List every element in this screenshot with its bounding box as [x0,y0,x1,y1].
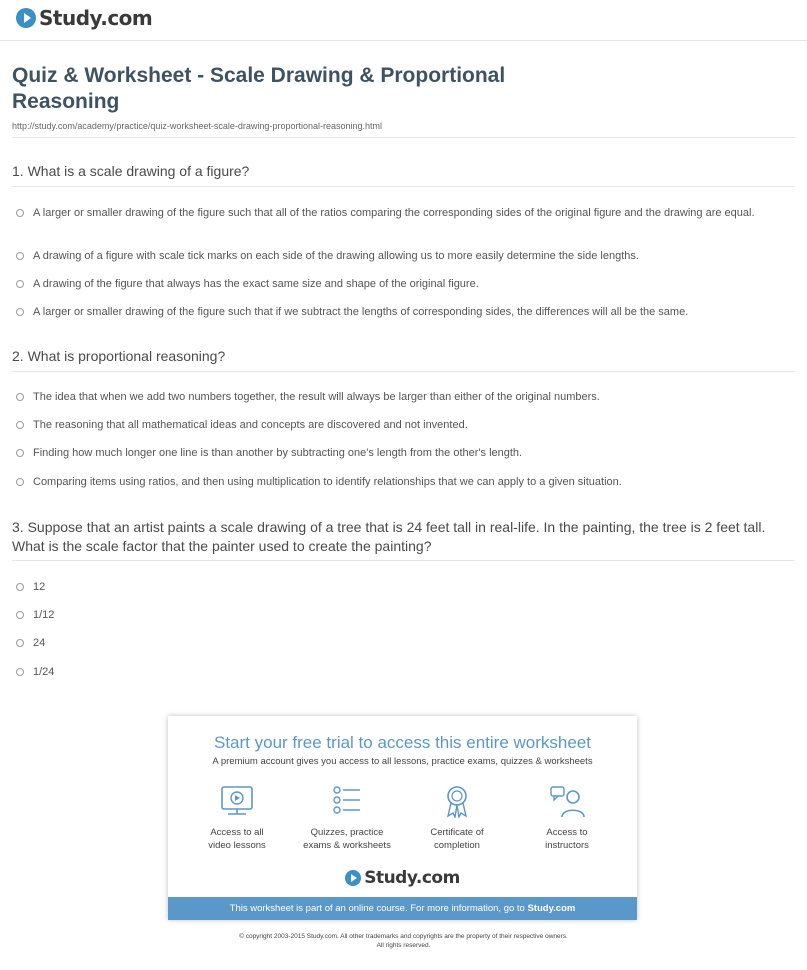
answer-option[interactable] [16,580,786,594]
question-1: 1. What is a scale drawing of a figure? [12,163,250,179]
question-divider [12,560,795,561]
rights-line: All rights reserved. [376,942,431,949]
option-text: 24 [33,637,46,649]
radio-button[interactable] [16,583,24,591]
answer-option[interactable] [16,608,786,622]
radio-button[interactable] [16,668,24,676]
feature-label: Access to all video lessons [208,827,266,851]
feature-quizzes [292,784,402,852]
option-text: 12 [33,581,46,593]
option-text: A drawing of the figure that always has the exact same size and shape of the original figure. [33,278,479,290]
promo-bar-text: This worksheet is part of an online course. For more information, go to [229,903,528,914]
feature-instructors [512,784,622,852]
answer-option[interactable] [16,636,786,650]
copyright-footer [0,932,807,950]
radio-button[interactable] [16,252,24,260]
copyright-line: © copyright 2003-2015 Study.com. All other trademarks and copyrights are the property of their respective owners. [239,933,568,940]
radio-button[interactable] [16,639,24,647]
answer-option[interactable] [16,305,786,319]
page-title: Quiz & Worksheet - Scale Drawing & Proportional Reasoning [12,64,506,113]
study-logo-icon [345,870,361,886]
feature-video-lessons [182,784,292,852]
radio-button[interactable] [16,393,24,401]
free-trial-promo [168,716,637,920]
study-logo[interactable] [16,6,152,30]
option-text: Finding how much longer one line is than another by subtracting one's length from the other's length. [33,447,523,459]
option-text: A larger or smaller drawing of the figure such that if we subtract the lengths of corresponding sides, the differences will all be the same. [33,306,689,318]
feature-label: Certificate of completion [430,827,484,851]
radio-button[interactable] [16,611,24,619]
header-divider [0,40,807,41]
answer-option[interactable] [16,249,786,263]
feature-certificate [402,784,512,852]
option-text: 1/24 [33,666,55,678]
question-2: 2. What is proportional reasoning? [12,348,226,364]
feature-label: Quizzes, practice exams & worksheets [303,827,391,851]
promo-logo[interactable] [168,868,637,888]
radio-button[interactable] [16,308,24,316]
answer-option[interactable] [16,475,786,489]
instructor-icon [548,784,586,818]
promo-subtitle: A premium account gives you access to all lessons, practice exams, quizzes & worksheets [212,756,593,767]
page-url: http://study.com/academy/practice/quiz-worksheet-scale-drawing-proportional-reasoning.html [12,121,382,131]
question-divider [12,186,795,187]
radio-button[interactable] [16,478,24,486]
promo-logo-text: Study.com [364,868,460,888]
option-text: Comparing items using ratios, and then using multiplication to identify relationships that we can apply to a given situation. [33,476,622,488]
answer-option[interactable] [16,206,786,220]
video-lesson-icon [218,784,256,818]
title-divider [12,137,795,138]
feature-label: Access to instructors [545,827,589,851]
option-text: The idea that when we add two numbers together, the result will always be larger than either of the original numbers. [33,391,600,403]
option-text: The reasoning that all mathematical ideas and concepts are discovered and not invented. [33,419,468,431]
radio-button[interactable] [16,449,24,457]
answer-option[interactable] [16,277,786,291]
radio-button[interactable] [16,421,24,429]
radio-button[interactable] [16,209,24,217]
certificate-icon [438,784,476,818]
option-text: 1/12 [33,609,55,621]
option-text: A drawing of a figure with scale tick marks on each side of the drawing allowing us to more easily determine the side lengths. [33,250,639,262]
answer-option[interactable] [16,418,786,432]
answer-option[interactable] [16,446,786,460]
question-divider [12,371,795,372]
study-logo-icon [16,8,36,28]
answer-option[interactable] [16,390,786,404]
answer-option[interactable] [16,665,786,679]
study-link[interactable]: Study.com [527,903,576,914]
option-text: A larger or smaller drawing of the figure such that all of the ratios comparing the corresponding sides of the original figure and the drawing are equal. [33,207,755,219]
quiz-list-icon [328,784,366,818]
promo-title[interactable]: Start your free trial to access this entire worksheet [214,733,591,752]
question-3: 3. Suppose that an artist paints a scale drawing of a tree that is 24 feet tall in real-life. In the painting, the tree is 2 feet tall. What is the scale factor that the painter used to create the painting? [12,519,766,554]
logo-text: Study.com [39,6,153,30]
promo-info-bar [168,897,637,920]
radio-button[interactable] [16,280,24,288]
